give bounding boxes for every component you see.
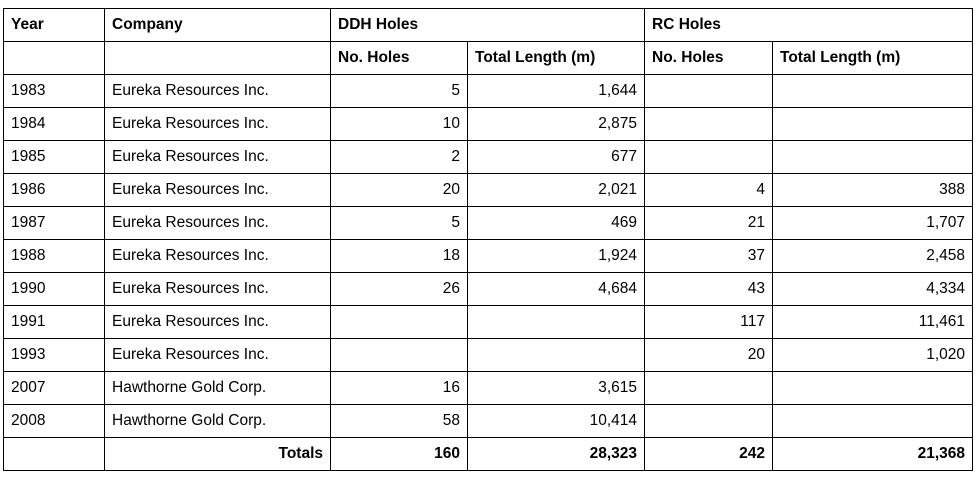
rc-total-length-cell	[773, 75, 973, 108]
ddh-no-holes-cell: 5	[331, 207, 468, 240]
table-body	[4, 75, 973, 438]
year-cell: 2008	[4, 405, 105, 438]
ddh-no-holes-cell: 2	[331, 141, 468, 174]
company-cell: Eureka Resources Inc.	[105, 174, 331, 207]
header-row-1	[4, 9, 973, 42]
ddh-total-length-cell: 1,644	[468, 75, 645, 108]
ddh-holes-header: DDH Holes	[331, 9, 645, 42]
drill-history-table	[3, 8, 973, 471]
rc-total-length-cell	[773, 372, 973, 405]
company-cell: Eureka Resources Inc.	[105, 273, 331, 306]
totals-rc-total-length: 21,368	[773, 438, 973, 471]
ddh-total-length-cell: 3,615	[468, 372, 645, 405]
ddh-no-holes-cell: 26	[331, 273, 468, 306]
year-cell: 1991	[4, 306, 105, 339]
totals-label: Totals	[105, 438, 331, 471]
year-header: Year	[4, 9, 105, 42]
year-cell: 1985	[4, 141, 105, 174]
company-cell: Eureka Resources Inc.	[105, 207, 331, 240]
rc-total-length-cell	[773, 405, 973, 438]
year-cell: 2007	[4, 372, 105, 405]
table-row	[4, 240, 973, 273]
header-row-2	[4, 42, 973, 75]
ddh-no-holes-cell: 58	[331, 405, 468, 438]
year-cell: 1990	[4, 273, 105, 306]
ddh-no-holes-cell	[331, 339, 468, 372]
rc-total-length-cell: 4,334	[773, 273, 973, 306]
rc-total-length-cell: 388	[773, 174, 973, 207]
ddh-total-length-cell: 677	[468, 141, 645, 174]
totals-rc-no-holes: 242	[645, 438, 773, 471]
ddh-total-length-cell: 469	[468, 207, 645, 240]
company-cell: Eureka Resources Inc.	[105, 141, 331, 174]
table-row	[4, 339, 973, 372]
ddh-total-length-cell: 2,021	[468, 174, 645, 207]
rc-total-length-cell	[773, 108, 973, 141]
rc-no-holes-cell	[645, 141, 773, 174]
rc-no-holes-cell: 43	[645, 273, 773, 306]
year-cell: 1984	[4, 108, 105, 141]
ddh-no-holes-cell: 5	[331, 75, 468, 108]
rc-no-holes-cell: 20	[645, 339, 773, 372]
table-row	[4, 75, 973, 108]
totals-empty-cell	[4, 438, 105, 471]
ddh-no-holes-cell: 20	[331, 174, 468, 207]
company-cell: Hawthorne Gold Corp.	[105, 372, 331, 405]
year-cell: 1993	[4, 339, 105, 372]
rc-total-length-cell: 2,458	[773, 240, 973, 273]
year-cell: 1986	[4, 174, 105, 207]
ddh-no-holes-header: No. Holes	[331, 42, 468, 75]
company-header: Company	[105, 9, 331, 42]
table-row	[4, 207, 973, 240]
ddh-total-length-cell: 2,875	[468, 108, 645, 141]
company-cell: Hawthorne Gold Corp.	[105, 405, 331, 438]
rc-no-holes-cell: 21	[645, 207, 773, 240]
table-row	[4, 405, 973, 438]
company-cell: Eureka Resources Inc.	[105, 108, 331, 141]
ddh-no-holes-cell	[331, 306, 468, 339]
rc-total-length-cell	[773, 141, 973, 174]
company-cell: Eureka Resources Inc.	[105, 75, 331, 108]
rc-total-length-header: Total Length (m)	[773, 42, 973, 75]
rc-no-holes-cell	[645, 405, 773, 438]
table-row	[4, 141, 973, 174]
rc-total-length-cell: 1,020	[773, 339, 973, 372]
empty-header-cell	[4, 42, 105, 75]
rc-holes-header: RC Holes	[645, 9, 973, 42]
company-cell: Eureka Resources Inc.	[105, 306, 331, 339]
table-row	[4, 372, 973, 405]
ddh-total-length-cell: 4,684	[468, 273, 645, 306]
ddh-total-length-cell: 10,414	[468, 405, 645, 438]
rc-no-holes-cell	[645, 108, 773, 141]
rc-no-holes-cell: 117	[645, 306, 773, 339]
rc-no-holes-header: No. Holes	[645, 42, 773, 75]
ddh-no-holes-cell: 10	[331, 108, 468, 141]
company-cell: Eureka Resources Inc.	[105, 339, 331, 372]
ddh-no-holes-cell: 18	[331, 240, 468, 273]
ddh-total-length-header: Total Length (m)	[468, 42, 645, 75]
ddh-total-length-cell: 1,924	[468, 240, 645, 273]
table-row	[4, 273, 973, 306]
totals-ddh-no-holes: 160	[331, 438, 468, 471]
totals-row	[4, 438, 973, 471]
totals-ddh-total-length: 28,323	[468, 438, 645, 471]
rc-no-holes-cell: 4	[645, 174, 773, 207]
table-row	[4, 174, 973, 207]
year-cell: 1987	[4, 207, 105, 240]
rc-total-length-cell: 1,707	[773, 207, 973, 240]
table-row	[4, 306, 973, 339]
empty-header-cell	[105, 42, 331, 75]
rc-total-length-cell: 11,461	[773, 306, 973, 339]
ddh-total-length-cell	[468, 339, 645, 372]
rc-no-holes-cell	[645, 75, 773, 108]
rc-no-holes-cell: 37	[645, 240, 773, 273]
rc-no-holes-cell	[645, 372, 773, 405]
year-cell: 1983	[4, 75, 105, 108]
ddh-total-length-cell	[468, 306, 645, 339]
company-cell: Eureka Resources Inc.	[105, 240, 331, 273]
table-row	[4, 108, 973, 141]
year-cell: 1988	[4, 240, 105, 273]
ddh-no-holes-cell: 16	[331, 372, 468, 405]
